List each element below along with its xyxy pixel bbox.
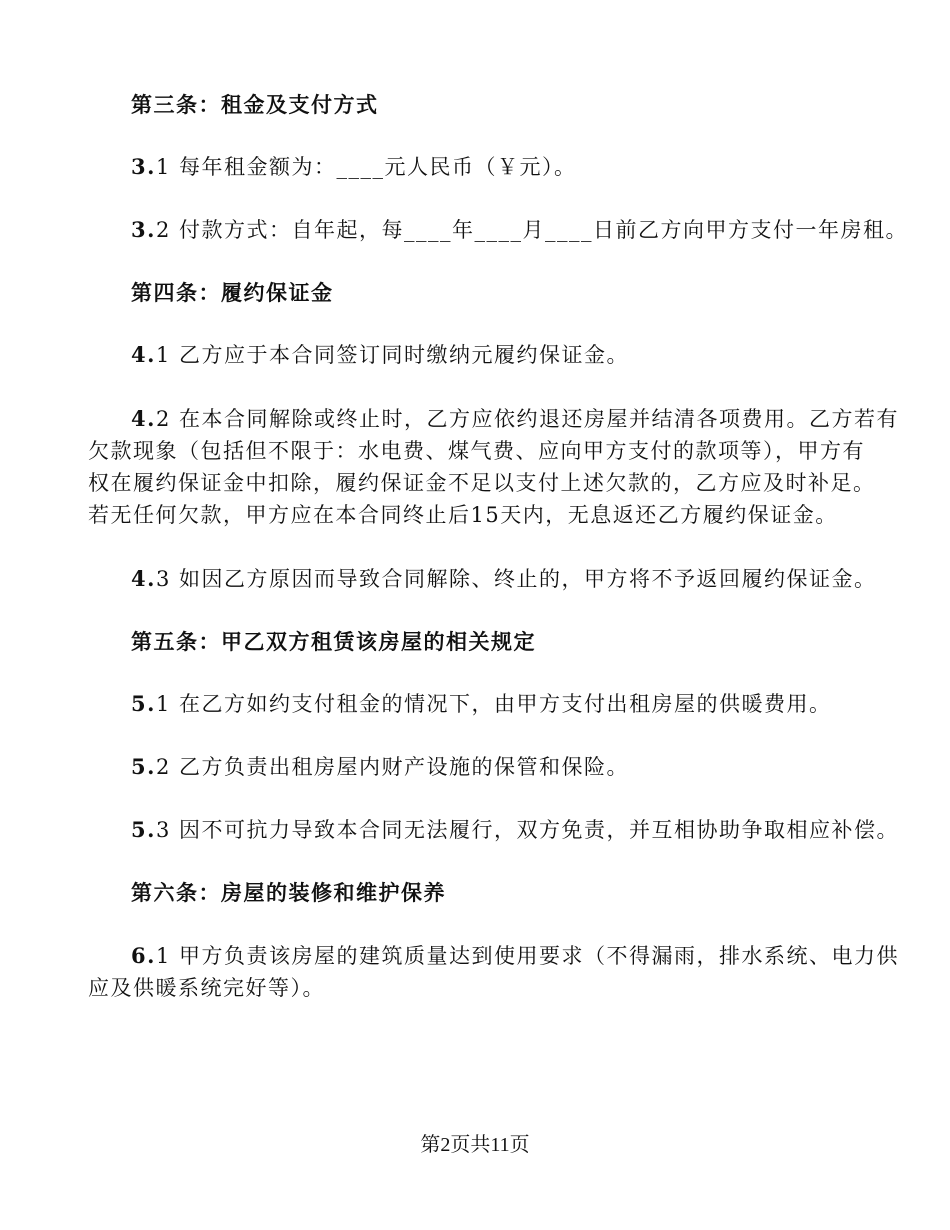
clause-line bbox=[88, 403, 899, 435]
clause-line: 权在履约保证金中扣除，履约保证金不足以支付上述欠款的，乙方应及时补足。 bbox=[88, 471, 876, 495]
clause-text: 1 乙方应于本合同签订同时缴纳元履约保证金。 bbox=[155, 343, 629, 367]
clause-text: 1 甲方负责该房屋的建筑质量达到使用要求（不得漏雨，排水系统、电力供 bbox=[155, 944, 899, 968]
clause-text: 2 在本合同解除或终止时，乙方应依约退还房屋并结清各项费用。乙方若有 bbox=[155, 407, 899, 431]
clause-number: 3. bbox=[131, 217, 156, 242]
clause-5-2 bbox=[88, 752, 868, 782]
section-4-title: 第四条：履约保证金 bbox=[131, 280, 334, 305]
section-5-title: 第五条：甲乙双方租赁该房屋的相关规定 bbox=[131, 629, 536, 654]
clause-text: 2 付款方式：自年起，每____年____月____日前乙方向甲方支付一年房租。 bbox=[155, 218, 908, 242]
clause-6-1 bbox=[88, 940, 899, 1004]
section-6-title: 第六条：房屋的装修和维护保养 bbox=[131, 880, 446, 905]
clause-text: 1 每年租金额为：____元人民币（￥元）。 bbox=[155, 155, 577, 179]
clause-3-1 bbox=[88, 152, 868, 182]
clause-text: 3 因不可抗力导致本合同无法履行，双方免责，并互相协助争取相应补偿。 bbox=[155, 818, 899, 842]
clause-line: 应及供暖系统完好等）。 bbox=[88, 976, 325, 1000]
page-footer: 第2页共11页 bbox=[420, 1134, 530, 1156]
section-3-title: 第三条：租金及支付方式 bbox=[131, 92, 379, 117]
clause-number: 5. bbox=[131, 691, 156, 716]
clause-4-3 bbox=[88, 564, 877, 594]
clause-number: 5. bbox=[131, 817, 156, 842]
clause-5-1 bbox=[88, 689, 868, 719]
clause-text: 3 如因乙方原因而导致合同解除、终止的，甲方将不予返回履约保证金。 bbox=[155, 567, 877, 591]
clause-3-2 bbox=[88, 215, 908, 245]
clause-number: 6. bbox=[131, 943, 156, 968]
clause-number: 4. bbox=[131, 566, 156, 591]
clause-number: 4. bbox=[131, 406, 156, 431]
clause-number: 5. bbox=[131, 754, 156, 779]
clause-line: 若无任何欠款，甲方应在本合同终止后15天内，无息返还乙方履约保证金。 bbox=[88, 503, 838, 527]
document-body bbox=[88, 90, 908, 1004]
clause-text: 2 乙方负责出租房屋内财产设施的保管和保险。 bbox=[155, 755, 629, 779]
clause-4-2 bbox=[88, 403, 899, 531]
clause-number: 3. bbox=[131, 154, 156, 179]
clause-5-3 bbox=[88, 815, 899, 845]
clause-line: 欠款现象（包括但不限于：水电费、煤气费、应向甲方支付的款项等），甲方有 bbox=[88, 439, 865, 463]
clause-text: 1 在乙方如约支付租金的情况下，由甲方支付出租房屋的供暖费用。 bbox=[155, 692, 832, 716]
clause-4-1 bbox=[88, 340, 868, 370]
clause-number: 4. bbox=[131, 342, 156, 367]
clause-line bbox=[88, 940, 899, 972]
